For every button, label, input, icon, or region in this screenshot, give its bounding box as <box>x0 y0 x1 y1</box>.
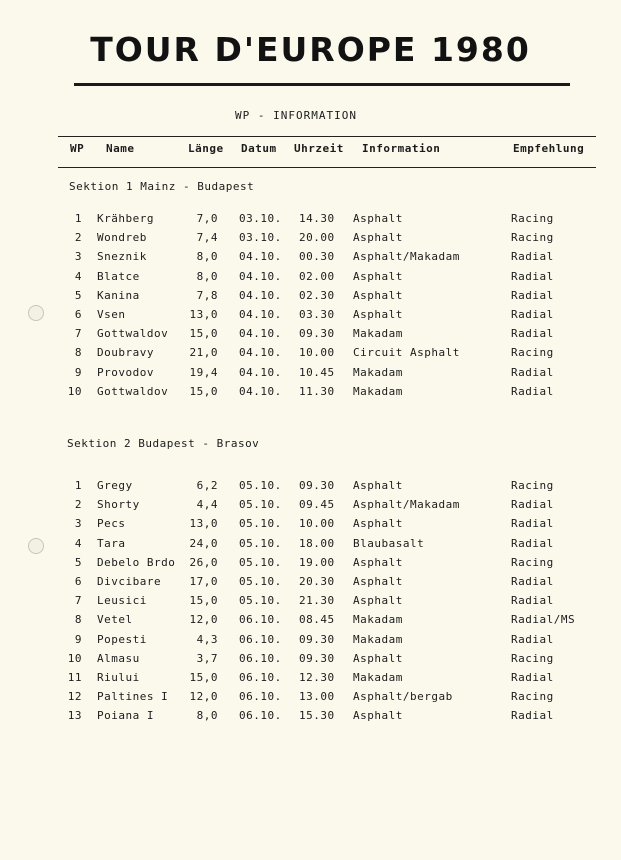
stage-surface: Asphalt <box>353 575 403 588</box>
stage-date: 05.10. <box>239 594 282 608</box>
stage-length: 8,0 <box>196 709 218 723</box>
stage-time: 11.30 <box>299 384 335 398</box>
tyre-recommendation: Radial <box>511 365 554 379</box>
stage-name: Gottwaldov <box>97 327 169 341</box>
col-header-wp: WP <box>70 142 85 155</box>
stage-surface: Asphalt <box>353 288 403 302</box>
stage-length: 4,3 <box>196 632 218 646</box>
stage-number: 8 <box>74 613 82 627</box>
stage-name: Kanina <box>97 288 140 302</box>
tyre-recommendation: Racing <box>511 346 554 360</box>
stage-number: 3 <box>74 250 82 264</box>
stage-number: 6 <box>74 308 82 321</box>
col-header-information: Information <box>362 142 441 155</box>
stage-name: Vetel <box>97 613 133 627</box>
stage-time: 09.30 <box>299 479 335 492</box>
stage-time: 18.00 <box>299 536 335 550</box>
stage-number: 13 <box>67 709 82 723</box>
page-subtitle: WP - INFORMATION <box>235 109 357 122</box>
stage-number: 5 <box>74 555 82 569</box>
tyre-recommendation: Radial <box>511 384 554 398</box>
stage-number: 7 <box>74 327 82 341</box>
stage-length: 15,0 <box>189 594 218 608</box>
stage-number: 9 <box>74 365 82 379</box>
col-header-uhrzeit: Uhrzeit <box>294 142 344 155</box>
stage-surface: Blaubasalt <box>353 536 425 550</box>
stage-date: 04.10. <box>239 327 282 341</box>
header-rule-top <box>58 136 596 137</box>
stage-date: 05.10. <box>239 517 282 531</box>
stage-number: 10 <box>67 384 82 398</box>
table-row <box>0 250 621 268</box>
stage-name: Gregy <box>97 479 133 492</box>
stage-time: 13.00 <box>299 690 335 704</box>
table-row <box>0 270 621 288</box>
stage-time: 14.30 <box>299 212 335 225</box>
stage-date: 04.10. <box>239 308 282 321</box>
stage-time: 09.30 <box>299 327 335 341</box>
stage-name: Popesti <box>97 632 147 646</box>
stage-time: 10.00 <box>299 346 335 360</box>
stage-name: Poiana I <box>97 709 154 723</box>
col-header-laenge: Länge <box>188 142 224 155</box>
stage-name: Tara <box>97 536 126 550</box>
stage-length: 15,0 <box>189 671 218 684</box>
stage-name: Provodov <box>97 365 154 379</box>
table-row <box>0 385 621 403</box>
table-row <box>0 633 621 651</box>
stage-length: 3,7 <box>196 651 218 665</box>
table-row <box>0 690 621 708</box>
tyre-recommendation: Racing <box>511 690 554 704</box>
stage-length: 15,0 <box>189 384 218 398</box>
tyre-recommendation: Radial <box>511 498 554 512</box>
stage-date: 06.10. <box>239 632 282 646</box>
stage-date: 04.10. <box>239 250 282 264</box>
stage-surface: Makadam <box>353 613 403 627</box>
stage-number: 5 <box>74 288 82 302</box>
stage-time: 09.30 <box>299 632 335 646</box>
stage-name: Riului <box>97 671 140 684</box>
stage-surface: Makadam <box>353 671 403 684</box>
table-row <box>0 346 621 364</box>
stage-surface: Asphalt <box>353 479 403 492</box>
table-row <box>0 517 621 535</box>
stage-number: 12 <box>67 690 82 704</box>
stage-time: 20.30 <box>299 575 335 588</box>
stage-name: Gottwaldov <box>97 384 169 398</box>
stage-length: 21,0 <box>189 346 218 360</box>
tyre-recommendation: Radial <box>511 250 554 264</box>
stage-name: Debelo Brdo <box>97 555 176 569</box>
stage-date: 06.10. <box>239 671 282 684</box>
stage-date: 04.10. <box>239 384 282 398</box>
table-row <box>0 327 621 345</box>
table-row <box>0 289 621 307</box>
tyre-recommendation: Racing <box>511 212 554 225</box>
stage-time: 10.00 <box>299 517 335 531</box>
stage-date: 03.10. <box>239 212 282 225</box>
stage-time: 02.00 <box>299 269 335 283</box>
stage-date: 03.10. <box>239 231 282 245</box>
tyre-recommendation: Radial <box>511 536 554 550</box>
stage-length: 7,0 <box>196 212 218 225</box>
stage-time: 09.30 <box>299 651 335 665</box>
stage-name: Shorty <box>97 498 140 512</box>
stage-date: 05.10. <box>239 575 282 588</box>
stage-date: 05.10. <box>239 498 282 512</box>
tyre-recommendation: Radial/MS <box>511 613 576 627</box>
stage-length: 7,8 <box>196 288 218 302</box>
stage-length: 19,4 <box>189 365 218 379</box>
tyre-recommendation: Racing <box>511 231 554 245</box>
col-header-name: Name <box>106 142 135 155</box>
stage-date: 04.10. <box>239 346 282 360</box>
stage-time: 10.45 <box>299 365 335 379</box>
table-row <box>0 575 621 593</box>
stage-number: 4 <box>74 269 82 283</box>
stage-name: Blatce <box>97 269 140 283</box>
stage-time: 03.30 <box>299 308 335 321</box>
stage-surface: Asphalt <box>353 594 403 608</box>
table-row <box>0 212 621 230</box>
tyre-recommendation: Racing <box>511 651 554 665</box>
stage-surface: Makadam <box>353 327 403 341</box>
table-row <box>0 308 621 326</box>
tyre-recommendation: Radial <box>511 308 554 321</box>
section-title: Sektion 1 Mainz - Budapest <box>69 180 255 193</box>
table-row <box>0 537 621 555</box>
table-row <box>0 709 621 727</box>
table-row <box>0 556 621 574</box>
stage-time: 20.00 <box>299 231 335 245</box>
stage-name: Divcibare <box>97 575 162 588</box>
table-row <box>0 671 621 689</box>
stage-name: Paltines I <box>97 690 169 704</box>
stage-date: 04.10. <box>239 365 282 379</box>
stage-length: 4,4 <box>196 498 218 512</box>
stage-time: 02.30 <box>299 288 335 302</box>
stage-name: Leusici <box>97 594 147 608</box>
stage-time: 19.00 <box>299 555 335 569</box>
table-row <box>0 479 621 497</box>
stage-date: 06.10. <box>239 613 282 627</box>
tyre-recommendation: Radial <box>511 594 554 608</box>
stage-surface: Asphalt <box>353 651 403 665</box>
stage-date: 04.10. <box>239 288 282 302</box>
stage-surface: Asphalt/bergab <box>353 690 453 704</box>
stage-length: 13,0 <box>189 517 218 531</box>
stage-number: 2 <box>74 231 82 245</box>
stage-surface: Asphalt/Makadam <box>353 250 460 264</box>
tyre-recommendation: Radial <box>511 269 554 283</box>
stage-number: 8 <box>74 346 82 360</box>
stage-date: 05.10. <box>239 536 282 550</box>
tyre-recommendation: Radial <box>511 327 554 341</box>
stage-surface: Asphalt <box>353 231 403 245</box>
stage-length: 7,4 <box>196 231 218 245</box>
table-row <box>0 498 621 516</box>
tyre-recommendation: Racing <box>511 555 554 569</box>
stage-time: 08.45 <box>299 613 335 627</box>
stage-length: 17,0 <box>189 575 218 588</box>
tyre-recommendation: Radial <box>511 632 554 646</box>
col-header-datum: Datum <box>241 142 277 155</box>
stage-surface: Makadam <box>353 632 403 646</box>
stage-name: Almasu <box>97 651 140 665</box>
stage-number: 1 <box>74 479 82 492</box>
stage-length: 8,0 <box>196 250 218 264</box>
table-row <box>0 652 621 670</box>
col-header-empfehlung: Empfehlung <box>513 142 585 155</box>
stage-surface: Asphalt <box>353 555 403 569</box>
stage-number: 10 <box>67 651 82 665</box>
stage-time: 12.30 <box>299 671 335 684</box>
stage-name: Sneznik <box>97 250 147 264</box>
stage-length: 8,0 <box>196 269 218 283</box>
stage-surface: Makadam <box>353 365 403 379</box>
stage-surface: Asphalt <box>353 212 403 225</box>
section-title: Sektion 2 Budapest - Brasov <box>67 437 260 450</box>
tyre-recommendation: Radial <box>511 517 554 531</box>
tyre-recommendation: Radial <box>511 671 554 684</box>
stage-date: 04.10. <box>239 269 282 283</box>
stage-date: 06.10. <box>239 709 282 723</box>
stage-length: 26,0 <box>189 555 218 569</box>
stage-date: 06.10. <box>239 690 282 704</box>
stage-number: 7 <box>74 594 82 608</box>
stage-length: 13,0 <box>189 308 218 321</box>
tyre-recommendation: Radial <box>511 575 554 588</box>
stage-number: 6 <box>74 575 82 588</box>
stage-length: 6,2 <box>196 479 218 492</box>
stage-name: Doubravy <box>97 346 154 360</box>
stage-time: 21.30 <box>299 594 335 608</box>
stage-number: 3 <box>74 517 82 531</box>
table-row <box>0 231 621 249</box>
title-underline <box>74 83 570 86</box>
table-row <box>0 594 621 612</box>
stage-length: 12,0 <box>189 690 218 704</box>
stage-surface: Asphalt <box>353 709 403 723</box>
stage-surface: Asphalt <box>353 308 403 321</box>
stage-number: 9 <box>74 632 82 646</box>
stage-time: 00.30 <box>299 250 335 264</box>
tyre-recommendation: Racing <box>511 479 554 492</box>
stage-surface: Asphalt <box>353 517 403 531</box>
tyre-recommendation: Radial <box>511 288 554 302</box>
stage-name: Vsen <box>97 308 126 321</box>
stage-date: 05.10. <box>239 555 282 569</box>
stage-length: 24,0 <box>189 536 218 550</box>
stage-number: 4 <box>74 536 82 550</box>
stage-surface: Asphalt/Makadam <box>353 498 460 512</box>
stage-name: Pecs <box>97 517 126 531</box>
stage-surface: Asphalt <box>353 269 403 283</box>
stage-date: 06.10. <box>239 651 282 665</box>
stage-number: 11 <box>67 671 82 684</box>
table-row <box>0 366 621 384</box>
stage-length: 15,0 <box>189 327 218 341</box>
stage-surface: Makadam <box>353 384 403 398</box>
header-rule-bottom <box>58 167 596 168</box>
stage-surface: Circuit Asphalt <box>353 346 460 360</box>
table-row <box>0 613 621 631</box>
stage-length: 12,0 <box>189 613 218 627</box>
tyre-recommendation: Radial <box>511 709 554 723</box>
stage-time: 15.30 <box>299 709 335 723</box>
stage-time: 09.45 <box>299 498 335 512</box>
stage-number: 1 <box>74 212 82 225</box>
stage-date: 05.10. <box>239 479 282 492</box>
page-title: TOUR D'EUROPE 1980 <box>90 30 531 69</box>
stage-number: 2 <box>74 498 82 512</box>
stage-name: Krähberg <box>97 212 154 225</box>
stage-name: Wondreb <box>97 231 147 245</box>
